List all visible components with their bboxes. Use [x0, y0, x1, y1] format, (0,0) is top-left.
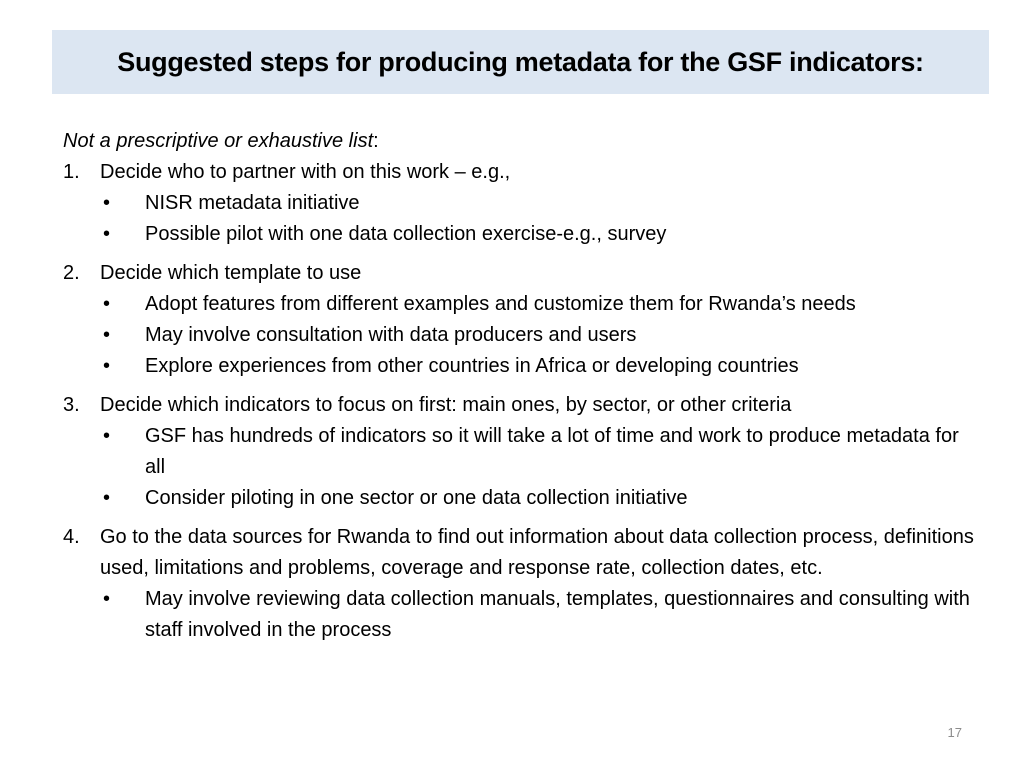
step-text: Decide who to partner with on this work – e.g., — [100, 161, 511, 183]
step-number: 3. — [63, 394, 80, 416]
step-text: Decide which template to use — [100, 262, 362, 284]
bullet-icon: • — [103, 425, 111, 447]
bullet-text: Adopt features from different examples and customize them for Rwanda’s needs — [145, 293, 856, 315]
step-number: 4. — [63, 526, 80, 548]
bullet-text: Explore experiences from other countries in Africa or developing countries — [145, 355, 799, 377]
bullet-item — [100, 320, 983, 351]
step-text: Decide which indicators to focus on first: main ones, by sector, or other criteria — [100, 394, 792, 416]
step-item — [63, 157, 983, 250]
bullet-text: May involve reviewing data collection manuals, templates, questionnaires and consulting with staff involved in the process — [145, 588, 970, 641]
step-number: 1. — [63, 161, 80, 183]
bullet-item — [100, 188, 983, 219]
bullet-icon: • — [103, 588, 111, 610]
bullet-text: GSF has hundreds of indicators so it will take a lot of time and work to produce metadata for all — [145, 425, 959, 478]
bullet-item — [100, 584, 983, 646]
step-bullets — [100, 421, 983, 514]
bullet-icon: • — [103, 293, 111, 315]
step-item — [63, 522, 983, 646]
bullet-icon: • — [103, 192, 111, 214]
bullet-icon: • — [103, 324, 111, 346]
intro-line — [63, 126, 983, 157]
step-item — [63, 390, 983, 514]
step-bullets — [100, 289, 983, 382]
bullet-item — [100, 289, 983, 320]
slide-content — [63, 126, 983, 654]
title-bar — [52, 30, 989, 94]
intro-suffix: : — [373, 130, 379, 152]
step-bullets — [100, 584, 983, 646]
bullet-icon: • — [103, 223, 111, 245]
step-bullets — [100, 188, 983, 250]
bullet-text: NISR metadata initiative — [145, 192, 360, 214]
step-number: 2. — [63, 262, 80, 284]
step-text: Go to the data sources for Rwanda to find out information about data collection process, definitions used, limitations and problems, coverage and response rate, collection dates, etc. — [100, 526, 974, 579]
slide-number: 17 — [947, 725, 962, 740]
bullet-icon: • — [103, 487, 111, 509]
slide-title: Suggested steps for producing metadata for the GSF indicators: — [117, 46, 924, 77]
bullet-item — [100, 351, 983, 382]
bullet-item — [100, 219, 983, 250]
step-item — [63, 258, 983, 382]
bullet-item — [100, 421, 983, 483]
bullet-icon: • — [103, 355, 111, 377]
intro-italic-text: Not a prescriptive or exhaustive list — [63, 130, 374, 152]
bullet-text: May involve consultation with data producers and users — [145, 324, 637, 346]
bullet-text: Possible pilot with one data collection exercise-e.g., survey — [145, 223, 667, 245]
bullet-item — [100, 483, 983, 514]
bullet-text: Consider piloting in one sector or one data collection initiative — [145, 487, 688, 509]
steps-list — [63, 157, 983, 646]
